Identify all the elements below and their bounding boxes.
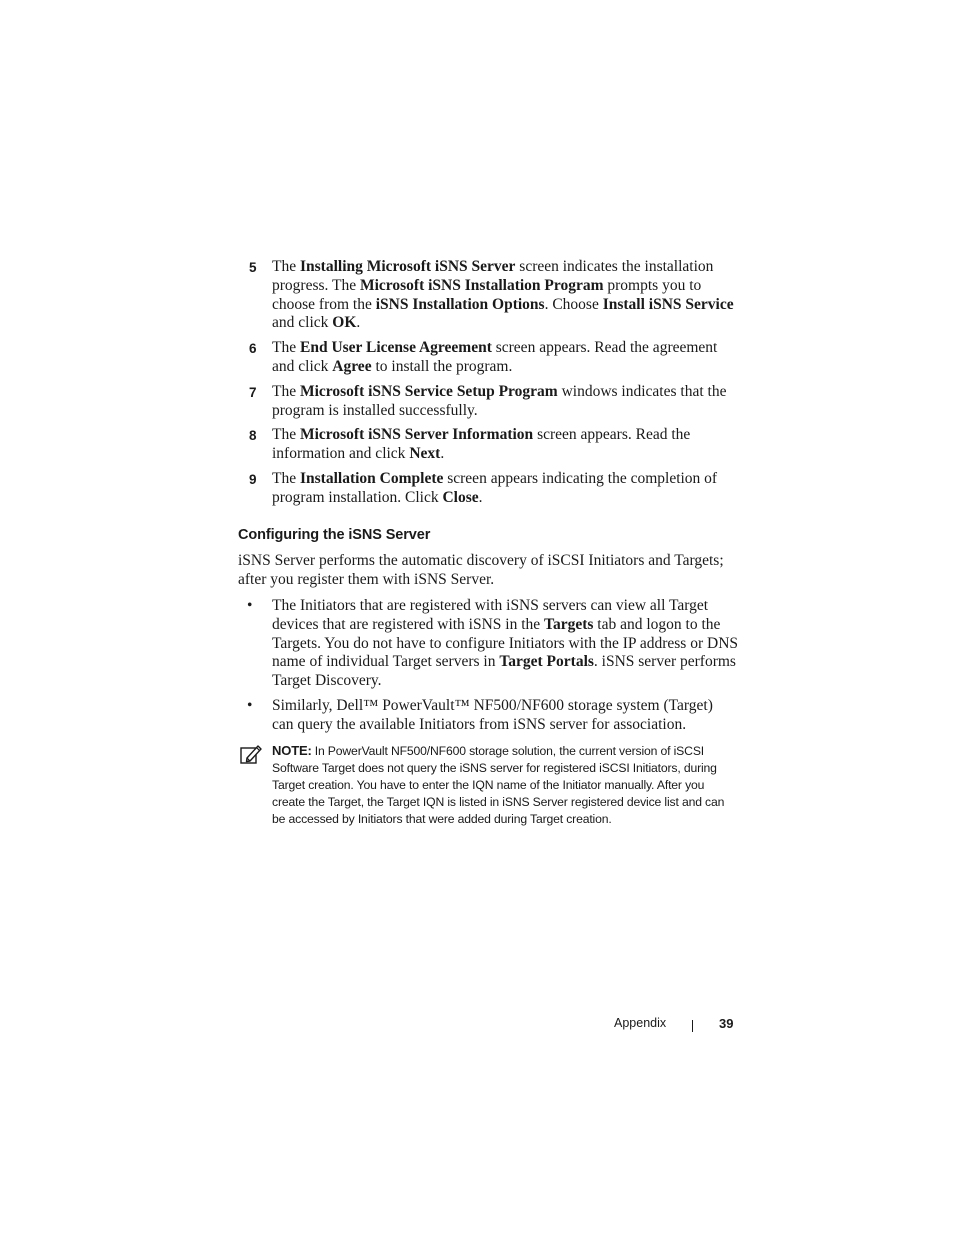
text-run: . bbox=[440, 445, 445, 463]
pencil-note-icon bbox=[240, 744, 262, 764]
text-run: . bbox=[356, 314, 361, 332]
step-text bbox=[272, 426, 690, 462]
bullet-list bbox=[238, 597, 738, 741]
text-run: screen appears indicating the completion of program installation. Click bbox=[272, 469, 718, 506]
step-number: 8 bbox=[249, 428, 257, 444]
bold-term: Close bbox=[442, 488, 479, 506]
bullet-text bbox=[272, 597, 738, 689]
bold-term: Microsoft iSNS Installation Program bbox=[359, 276, 604, 294]
note-box bbox=[238, 742, 738, 828]
bold-term: Installing Microsoft iSNS Server bbox=[299, 258, 516, 275]
bold-term: Install iSNS Service bbox=[602, 295, 734, 313]
intro-paragraph: iSNS Server performs the automatic discovery of iSCSI Initiators and Targets; after you register them with iSNS Server. bbox=[238, 552, 724, 588]
text-run: The bbox=[272, 339, 300, 357]
bold-term: Targets bbox=[544, 615, 594, 633]
step-item bbox=[238, 383, 738, 421]
step-item bbox=[238, 470, 738, 508]
bullet-marker: • bbox=[247, 696, 253, 714]
step-number: 6 bbox=[249, 341, 257, 357]
text-run: The Initiators that are registered with iSNS servers can view all Target devices that are registered with iSNS in the bbox=[272, 597, 709, 633]
bold-term: Installation Complete bbox=[299, 469, 444, 487]
text-run: Similarly, Dell™ PowerVault™ NF500/NF600 storage system (Target) can query the available Initiators from iSNS server for association. bbox=[272, 696, 713, 733]
bold-term: OK bbox=[332, 314, 357, 332]
text-run: tab and logon to the Targets. You do not have to configure Initiators with the IP address or DNS name of individual Target servers in bbox=[272, 615, 739, 671]
step-text bbox=[272, 383, 726, 419]
note-text-block bbox=[272, 742, 738, 828]
text-run: The bbox=[272, 426, 300, 444]
bold-term: Microsoft iSNS Server Information bbox=[299, 426, 534, 444]
step-number: 5 bbox=[249, 260, 257, 275]
text-run: The bbox=[272, 469, 300, 487]
note-label: NOTE: bbox=[272, 743, 312, 758]
bullet-item bbox=[238, 697, 738, 735]
bullet-marker: • bbox=[247, 597, 253, 614]
text-run: . Choose bbox=[544, 295, 603, 313]
text-run: The bbox=[272, 258, 300, 275]
step-text bbox=[272, 470, 717, 506]
text-run: to install the program. bbox=[371, 357, 513, 375]
footer-section-name: Appendix bbox=[614, 1016, 667, 1030]
step-text bbox=[272, 339, 717, 375]
page-number: 39 bbox=[719, 1016, 734, 1031]
bullet-text bbox=[272, 697, 713, 733]
footer-separator bbox=[692, 1020, 693, 1032]
step-item bbox=[238, 258, 738, 333]
bold-term: Target Portals bbox=[499, 653, 594, 671]
bullet-item bbox=[238, 597, 738, 691]
text-run: screen appears. Read the information and click bbox=[272, 426, 691, 463]
installation-steps bbox=[238, 258, 738, 514]
text-run: . bbox=[478, 488, 483, 506]
text-run: and click bbox=[272, 314, 333, 332]
bold-term: End User License Agreement bbox=[299, 339, 492, 357]
step-number: 7 bbox=[249, 384, 257, 400]
text-run: screen indicates the installation progress. The bbox=[272, 258, 714, 294]
note-text: In PowerVault NF500/NF600 storage solution, the current version of iSCSI Software Target does not query the iSNS server for registered iSCSI Initiators, during Target creation. You have to enter the IQN name of the Initiator manually. After you create the Target, the Target IQN is listed in iSNS Server registered device list and can be accessed by Initiators that were added during Target creation. bbox=[272, 744, 725, 826]
step-item bbox=[238, 339, 738, 377]
bold-term: Microsoft iSNS Service Setup Program bbox=[299, 382, 558, 400]
text-run: The bbox=[272, 382, 300, 400]
step-text bbox=[272, 258, 734, 331]
text-run: windows indicates that the program is installed successfully. bbox=[272, 382, 727, 419]
page-footer bbox=[0, 1016, 954, 1036]
text-run: . iSNS server performs Target Discovery. bbox=[272, 653, 736, 690]
section-heading: Configuring the iSNS Server bbox=[238, 527, 431, 543]
bold-term: iSNS Installation Options bbox=[375, 295, 545, 313]
bold-term: Agree bbox=[332, 357, 372, 375]
text-run: screen appears. Read the agreement and click bbox=[272, 339, 718, 375]
step-number: 9 bbox=[249, 471, 257, 487]
text-run: prompts you to choose from the bbox=[272, 276, 702, 313]
bold-term: Next bbox=[409, 445, 441, 463]
step-item bbox=[238, 426, 738, 464]
